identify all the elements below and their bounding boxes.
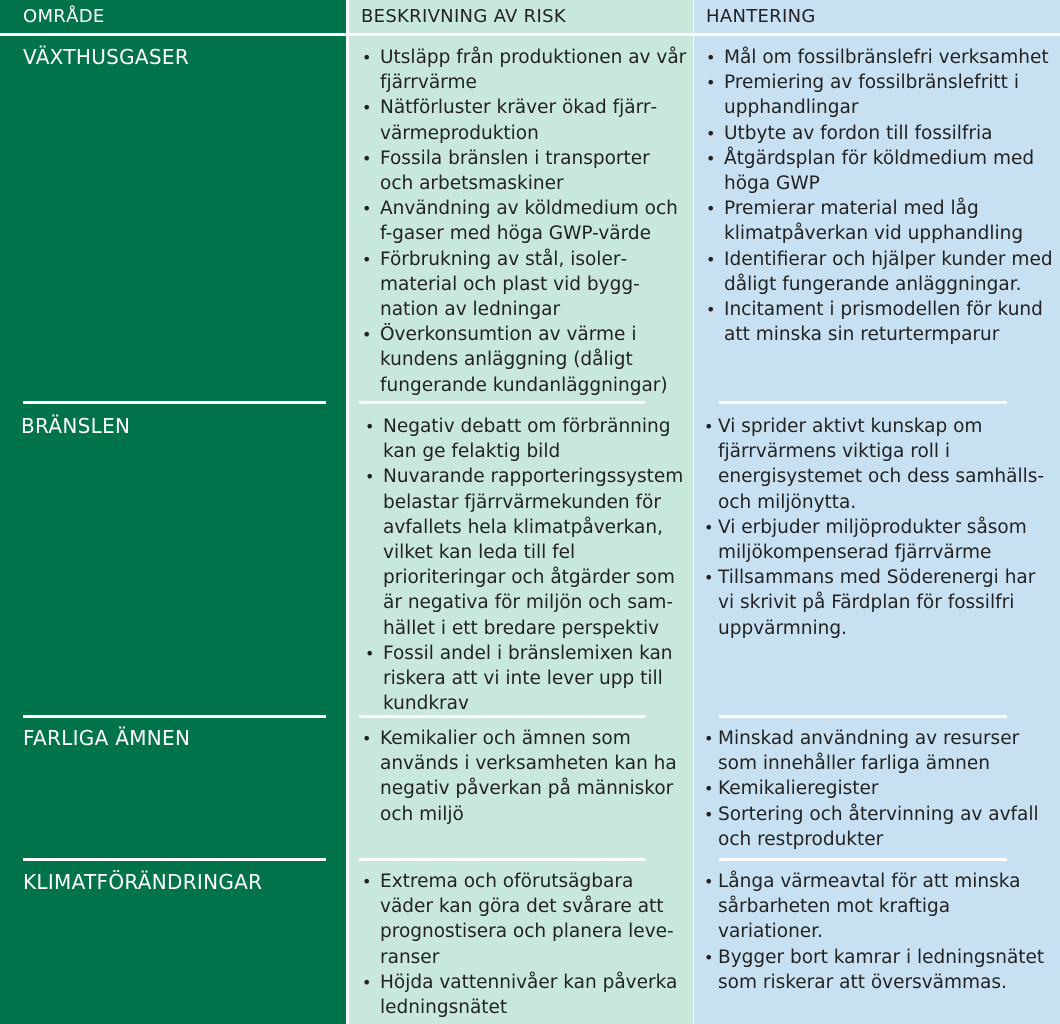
section-divider: [719, 715, 1007, 718]
risk-list-vaxthusgaser: [358, 45, 688, 398]
header-management: HANTERING: [706, 6, 816, 27]
section-divider: [359, 715, 645, 718]
list-item: • Identifierar och hjälper kunder med dåligt fungerande anläggningar.: [702, 247, 1054, 297]
section-divider: [23, 401, 326, 404]
list-item: • Premierar material med låg klimatpåverkan vid upphandling: [702, 196, 1054, 246]
area-title-branslen: BRÄNSLEN: [21, 414, 131, 438]
list-item: • Överkonsumtion av värme i kundens anläggning (dåligt fungerande kundanläggningar): [358, 322, 688, 398]
list-item: • Förbrukning av stål, isolermaterial och plast vid byggnation av ledningar: [358, 247, 688, 323]
area-title-vaxthusgaser: VÄXTHUSGASER: [23, 45, 190, 69]
list-item: • Fossila bränslen i transporter och arbetsmaskiner: [358, 146, 688, 196]
section-divider: [719, 401, 1007, 404]
list-item: • Nätförluster kräver ökad fjärrvärmeproduktion: [358, 95, 688, 145]
list-item: • Tillsammans med Söderenergi har vi skrivit på Färdplan för fossilfri uppvärmning.: [704, 565, 1054, 641]
header-risk: BESKRIVNING AV RISK: [361, 6, 566, 27]
list-item: • Negativ debatt om förbränning kan ge felaktig bild: [361, 414, 691, 464]
list-item: • Premiering av fossilbränslefritt i upphandlingar: [702, 70, 1054, 120]
section-divider: [719, 858, 1007, 861]
list-item: • Extrema och oförutsägbara väder kan göra det svårare att prognostisera och planera leveranser: [358, 869, 688, 970]
list-item: • Sortering och återvinning av avfall och restprodukter: [704, 802, 1054, 852]
list-item: • Incitament i prismodellen för kund att minska sin returtermparur: [702, 297, 1054, 347]
section-divider: [359, 401, 645, 404]
management-list-klimatforandringar: [704, 869, 1054, 995]
list-item: • Minskad användning av resurser som innehåller farliga ämnen: [704, 726, 1054, 776]
risk-list-klimatforandringar: [358, 869, 688, 1020]
management-list-branslen: [704, 414, 1054, 641]
list-item: • Mål om fossilbränslefri verksamhet: [702, 45, 1054, 70]
list-item: • Utsläpp från produktionen av vår fjärrvärme: [358, 45, 688, 95]
list-item: • Vi sprider aktivt kunskap om fjärrvärmens viktiga roll i energisystemet och dess samhälls- och miljönytta.: [704, 414, 1054, 515]
section-divider: [359, 858, 645, 861]
risk-list-branslen: [361, 414, 691, 716]
list-item: • Utbyte av fordon till fossilfria: [702, 121, 1054, 146]
area-title-klimatforandringar: KLIMATFÖRÄNDRINGAR: [23, 870, 263, 894]
list-item: • Vi erbjuder miljöprodukter såsom miljökompenserad fjärrvärme: [704, 515, 1054, 565]
list-item: • Nuvarande rapporteringssystem belastar fjärrvärmekunden för avfallets hela klimatpåverkan, vilket kan leda till fel prioriteringar och åtgärder som är negativa för miljön och samhället i ett bredare perspektiv: [361, 464, 691, 640]
header-divider: [0, 33, 1060, 36]
management-list-farliga-amnen: [704, 726, 1054, 852]
section-divider: [23, 715, 326, 718]
list-item: • Höjda vattennivåer kan påverka ledningsnätet: [358, 970, 688, 1020]
list-item: • Kemikalier och ämnen som används i verksamheten kan ha negativ påverkan på människor och miljö: [358, 726, 688, 827]
header-area: OMRÅDE: [23, 6, 105, 27]
section-divider: [23, 858, 326, 861]
management-list-vaxthusgaser: [702, 45, 1054, 347]
list-item: • Bygger bort kamrar i ledningsnätet som riskerar att översvämmas.: [704, 945, 1054, 995]
area-title-farliga-amnen: FARLIGA ÄMNEN: [23, 726, 191, 750]
risk-list-farliga-amnen: [358, 726, 688, 827]
list-item: • Användning av köldmedium och f-gaser med höga GWP-värde: [358, 196, 688, 246]
list-item: • Fossil andel i bränslemixen kan riskera att vi inte lever upp till kundkrav: [361, 641, 691, 717]
list-item: • Kemikalieregister: [704, 776, 1054, 801]
list-item: • Långa värmeavtal för att minska sårbarheten mot kraftiga variationer.: [704, 869, 1054, 945]
list-item: • Åtgärdsplan för köldmedium med höga GWP: [702, 146, 1054, 196]
